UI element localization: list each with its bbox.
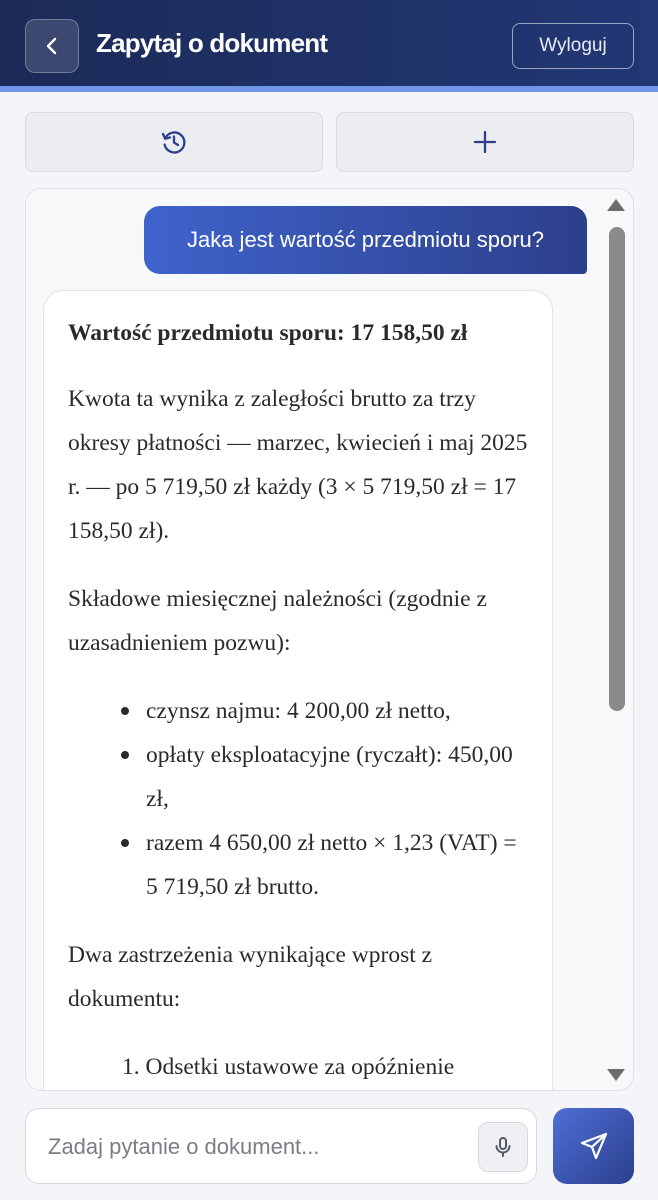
answer-paragraph: Składowe miesięcznej należności (zgodnie z uzasadnieniem pozwu): — [68, 586, 487, 656]
back-button[interactable] — [25, 19, 79, 73]
answer-paragraph: Dwa zastrzeżenia wynikające wprost z dokumentu: — [68, 942, 433, 1012]
chevron-left-icon — [41, 35, 63, 57]
header-accent-bar — [0, 86, 658, 92]
question-input[interactable] — [48, 1127, 468, 1167]
user-message-bubble: Jaka jest wartość przedmiotu sporu? — [144, 206, 587, 274]
answer-paragraph: Kwota ta wynika z zaległości brutto za trzy okresy płatności — marzec, kwiecień i maj 2025 r. — po 5 719,50 zł każdy (3 × 5 719,50 zł = 17 158,50 zł). — [68, 386, 528, 544]
logout-button[interactable]: Wyloguj — [512, 23, 634, 69]
app-header — [0, 0, 658, 86]
send-icon — [578, 1130, 610, 1162]
answer-bullet-list — [68, 689, 530, 909]
assistant-answer-bubble — [43, 290, 553, 1091]
answer-numbered-list — [68, 1045, 530, 1089]
scroll-up-arrow[interactable] — [607, 199, 625, 211]
list-item: 1. Odsetki ustawowe za opóźnienie — [122, 1054, 455, 1080]
scrollbar-thumb[interactable] — [609, 227, 625, 711]
question-input-box — [25, 1108, 537, 1184]
list-item: czynsz najmu: 4 200,00 zł netto, — [146, 689, 530, 733]
microphone-button[interactable] — [478, 1122, 528, 1172]
plus-icon — [472, 129, 498, 155]
answer-heading: Wartość przedmiotu sporu: 17 158,50 zł — [68, 320, 468, 346]
history-button[interactable] — [25, 112, 323, 172]
chat-panel[interactable] — [25, 188, 634, 1091]
microphone-icon — [491, 1135, 515, 1159]
send-button[interactable] — [553, 1108, 634, 1184]
list-item: razem 4 650,00 zł netto × 1,23 (VAT) = 5 719,50 zł brutto. — [146, 821, 530, 909]
new-chat-button[interactable] — [336, 112, 634, 172]
history-icon — [159, 127, 189, 157]
page-title: Zapytaj o dokument — [96, 28, 328, 58]
list-item: opłaty eksploatacyjne (ryczałt): 450,00 zł, — [146, 733, 530, 821]
scroll-down-arrow[interactable] — [607, 1069, 625, 1081]
